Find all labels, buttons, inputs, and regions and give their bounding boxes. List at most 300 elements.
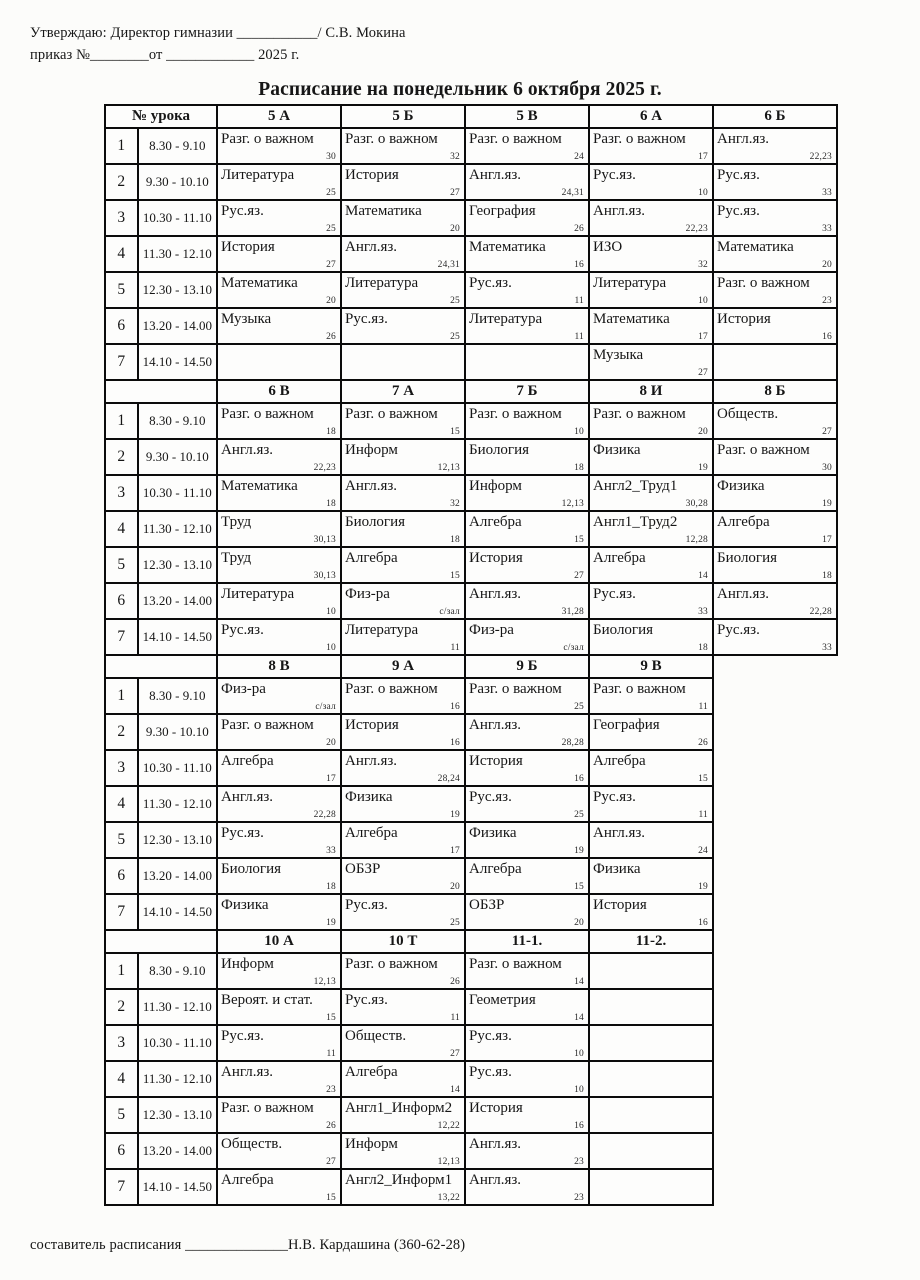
lesson-cell bbox=[589, 953, 713, 989]
lesson-number: 6 bbox=[105, 308, 138, 344]
room-number: с/зал bbox=[439, 607, 460, 617]
subject-name: Физ-ра bbox=[345, 586, 390, 602]
lesson-cell bbox=[465, 308, 589, 344]
lesson-header-label: № урока bbox=[105, 105, 217, 128]
lesson-number: 4 bbox=[105, 236, 138, 272]
lesson-cell bbox=[465, 547, 589, 583]
class-header: 8 В bbox=[217, 655, 341, 678]
room-number: 22,23 bbox=[685, 224, 708, 234]
subject-name: Литература bbox=[221, 586, 295, 602]
room-number: 25 bbox=[450, 296, 460, 306]
lesson-cell bbox=[217, 894, 341, 930]
lesson-number: 4 bbox=[105, 1061, 138, 1097]
room-number: 19 bbox=[326, 918, 336, 928]
subject-name: Англ1_Труд2 bbox=[593, 514, 678, 530]
lesson-number: 1 bbox=[105, 953, 138, 989]
lesson-cell bbox=[341, 511, 465, 547]
subject-name: Физ-ра bbox=[469, 622, 514, 638]
lesson-cell bbox=[217, 714, 341, 750]
subject-name: Англ.яз. bbox=[469, 586, 522, 602]
lesson-cell bbox=[465, 786, 589, 822]
lesson-number: 5 bbox=[105, 1097, 138, 1133]
lesson-time: 8.30 - 9.10 bbox=[138, 403, 217, 439]
table-row bbox=[105, 858, 713, 894]
room-number: 20 bbox=[326, 738, 336, 748]
room-number: 26 bbox=[698, 738, 708, 748]
lesson-cell bbox=[589, 750, 713, 786]
lesson-cell bbox=[217, 511, 341, 547]
subject-name: Разг. о важном bbox=[345, 131, 438, 147]
room-number: 10 bbox=[698, 296, 708, 306]
lesson-cell bbox=[713, 164, 837, 200]
room-number: 12,13 bbox=[561, 499, 584, 509]
lesson-cell bbox=[341, 583, 465, 619]
lesson-cell bbox=[465, 1097, 589, 1133]
subject-name: Разг. о важном bbox=[345, 681, 438, 697]
table-row bbox=[105, 1061, 713, 1097]
subject-name: Англ.яз. bbox=[717, 586, 770, 602]
subject-name: Рус.яз. bbox=[221, 825, 264, 841]
room-number: 27 bbox=[698, 368, 708, 378]
lesson-cell bbox=[589, 200, 713, 236]
lesson-cell bbox=[217, 344, 341, 380]
room-number: 23 bbox=[574, 1193, 584, 1203]
subject-name: Разг. о важном bbox=[469, 406, 562, 422]
lesson-cell bbox=[589, 164, 713, 200]
lesson-time: 13.20 - 14.00 bbox=[138, 858, 217, 894]
subject-name: Физика bbox=[593, 861, 641, 877]
lesson-cell bbox=[341, 200, 465, 236]
room-number: 25 bbox=[450, 918, 460, 928]
subject-name: Математика bbox=[469, 239, 546, 255]
schedule-block-3 bbox=[104, 654, 714, 931]
room-number: 19 bbox=[822, 499, 832, 509]
class-header: 10 Т bbox=[341, 930, 465, 953]
lesson-cell bbox=[589, 403, 713, 439]
subject-name: Алгебра bbox=[221, 1172, 274, 1188]
subject-name: География bbox=[593, 717, 660, 733]
room-number: 20 bbox=[450, 882, 460, 892]
lesson-time: 10.30 - 11.10 bbox=[138, 200, 217, 236]
subject-name: Физ-ра bbox=[221, 681, 266, 697]
lesson-cell bbox=[341, 678, 465, 714]
subject-name: Биология bbox=[593, 622, 654, 638]
subject-name: Математика bbox=[593, 311, 670, 327]
table-row bbox=[105, 583, 837, 619]
schedule-block-1 bbox=[104, 104, 838, 381]
schedule-block-4 bbox=[104, 929, 714, 1206]
room-number: 25 bbox=[450, 332, 460, 342]
room-number: 15 bbox=[574, 535, 584, 545]
room-number: 17 bbox=[698, 332, 708, 342]
lesson-cell bbox=[465, 989, 589, 1025]
room-number: 12,13 bbox=[437, 1157, 460, 1167]
lesson-cell bbox=[713, 475, 837, 511]
lesson-cell bbox=[341, 475, 465, 511]
room-number: 24 bbox=[574, 152, 584, 162]
room-number: 20 bbox=[574, 918, 584, 928]
subject-name: Разг. о важном bbox=[469, 956, 562, 972]
subject-name: ИЗО bbox=[593, 239, 623, 255]
subject-name: Алгебра bbox=[345, 550, 398, 566]
lesson-number: 3 bbox=[105, 750, 138, 786]
lesson-cell bbox=[465, 511, 589, 547]
room-number: 28,28 bbox=[561, 738, 584, 748]
room-number: 14 bbox=[698, 571, 708, 581]
lesson-time: 12.30 - 13.10 bbox=[138, 822, 217, 858]
table-row bbox=[105, 678, 713, 714]
lesson-cell bbox=[713, 547, 837, 583]
subject-name: Вероят. и стат. bbox=[221, 992, 313, 1008]
subject-name: Литература bbox=[345, 275, 419, 291]
lesson-cell bbox=[217, 953, 341, 989]
lesson-cell bbox=[465, 128, 589, 164]
room-number: 26 bbox=[326, 332, 336, 342]
lesson-number: 1 bbox=[105, 678, 138, 714]
subject-name: Англ2_Труд1 bbox=[593, 478, 678, 494]
subject-name: Разг. о важном bbox=[469, 681, 562, 697]
lesson-cell bbox=[341, 403, 465, 439]
lesson-cell bbox=[589, 583, 713, 619]
class-header: 6 А bbox=[589, 105, 713, 128]
subject-name: Англ.яз. bbox=[345, 239, 398, 255]
room-number: 16 bbox=[822, 332, 832, 342]
room-number: 33 bbox=[822, 224, 832, 234]
subject-name: Алгебра bbox=[469, 861, 522, 877]
room-number: 23 bbox=[574, 1157, 584, 1167]
room-number: 12,13 bbox=[313, 977, 336, 987]
subject-name: Биология bbox=[717, 550, 778, 566]
lesson-number: 6 bbox=[105, 858, 138, 894]
room-number: 11 bbox=[574, 296, 584, 306]
lesson-cell bbox=[217, 439, 341, 475]
subject-name: Физика bbox=[221, 897, 269, 913]
room-number: 26 bbox=[574, 224, 584, 234]
subject-name: Разг. о важном bbox=[593, 131, 686, 147]
subject-name: История bbox=[469, 753, 523, 769]
class-header: 9 А bbox=[341, 655, 465, 678]
lesson-number: 7 bbox=[105, 894, 138, 930]
room-number: 33 bbox=[822, 188, 832, 198]
subject-name: Алгебра bbox=[221, 753, 274, 769]
room-number: 25 bbox=[574, 810, 584, 820]
lesson-cell bbox=[713, 308, 837, 344]
lesson-cell bbox=[341, 128, 465, 164]
room-number: 15 bbox=[698, 774, 708, 784]
room-number: 10 bbox=[574, 1085, 584, 1095]
lesson-cell bbox=[217, 403, 341, 439]
subject-name: Рус.яз. bbox=[345, 897, 388, 913]
room-number: 25 bbox=[326, 224, 336, 234]
lesson-cell bbox=[589, 344, 713, 380]
subject-name: Англ1_Информ2 bbox=[345, 1100, 453, 1116]
subject-name: Информ bbox=[345, 442, 398, 458]
room-number: 23 bbox=[326, 1085, 336, 1095]
lesson-cell bbox=[713, 403, 837, 439]
subject-name: Разг. о важном bbox=[593, 406, 686, 422]
lesson-cell bbox=[341, 894, 465, 930]
subject-name: Разг. о важном bbox=[593, 681, 686, 697]
class-header: 5 Б bbox=[341, 105, 465, 128]
subject-name: Англ.яз. bbox=[469, 167, 522, 183]
subject-name: Обществ. bbox=[221, 1136, 283, 1152]
lesson-time: 10.30 - 11.10 bbox=[138, 1025, 217, 1061]
table-row bbox=[105, 236, 837, 272]
lesson-cell bbox=[589, 439, 713, 475]
lesson-cell bbox=[217, 200, 341, 236]
lesson-number: 3 bbox=[105, 475, 138, 511]
subject-name: История bbox=[469, 550, 523, 566]
lesson-cell bbox=[341, 236, 465, 272]
subject-name: Рус.яз. bbox=[717, 622, 760, 638]
subject-name: Математика bbox=[345, 203, 422, 219]
lesson-cell bbox=[465, 750, 589, 786]
subject-name: Разг. о важном bbox=[345, 406, 438, 422]
lesson-cell bbox=[341, 1061, 465, 1097]
lesson-time: 14.10 - 14.50 bbox=[138, 619, 217, 655]
room-number: 11 bbox=[450, 643, 460, 653]
lesson-cell bbox=[341, 272, 465, 308]
room-number: 22,23 bbox=[809, 152, 832, 162]
lesson-cell bbox=[217, 583, 341, 619]
lesson-cell bbox=[217, 475, 341, 511]
lesson-cell bbox=[589, 308, 713, 344]
lesson-time: 11.30 - 12.10 bbox=[138, 989, 217, 1025]
room-number: 15 bbox=[574, 882, 584, 892]
lesson-cell bbox=[465, 822, 589, 858]
subject-name: Рус.яз. bbox=[593, 789, 636, 805]
subject-name: Биология bbox=[345, 514, 406, 530]
lesson-cell bbox=[589, 1061, 713, 1097]
room-number: 24 bbox=[698, 846, 708, 856]
lesson-time: 13.20 - 14.00 bbox=[138, 583, 217, 619]
subject-name: История bbox=[469, 1100, 523, 1116]
room-number: 18 bbox=[574, 463, 584, 473]
lesson-cell bbox=[465, 953, 589, 989]
room-number: 14 bbox=[574, 1013, 584, 1023]
room-number: 33 bbox=[698, 607, 708, 617]
room-number: 17 bbox=[698, 152, 708, 162]
subject-name: Математика bbox=[717, 239, 794, 255]
subject-name: История bbox=[717, 311, 771, 327]
lesson-number: 7 bbox=[105, 344, 138, 380]
subject-name: Рус.яз. bbox=[469, 1064, 512, 1080]
room-number: 26 bbox=[450, 977, 460, 987]
lesson-number: 5 bbox=[105, 272, 138, 308]
room-number: 30,28 bbox=[685, 499, 708, 509]
table-row bbox=[105, 989, 713, 1025]
lesson-number: 1 bbox=[105, 403, 138, 439]
lesson-cell bbox=[465, 1133, 589, 1169]
room-number: 15 bbox=[326, 1193, 336, 1203]
room-number: 12,28 bbox=[685, 535, 708, 545]
lesson-number: 6 bbox=[105, 1133, 138, 1169]
room-number: 19 bbox=[574, 846, 584, 856]
subject-name: Музыка bbox=[221, 311, 272, 327]
room-number: 32 bbox=[450, 152, 460, 162]
table-row bbox=[105, 439, 837, 475]
lesson-cell bbox=[217, 164, 341, 200]
lesson-cell bbox=[465, 272, 589, 308]
subject-name: Англ2_Информ1 bbox=[345, 1172, 453, 1188]
lesson-cell bbox=[341, 1097, 465, 1133]
lesson-time: 14.10 - 14.50 bbox=[138, 1169, 217, 1205]
schedule-tables bbox=[104, 104, 838, 1206]
subject-name: Физика bbox=[593, 442, 641, 458]
room-number: 16 bbox=[698, 918, 708, 928]
lesson-cell bbox=[341, 619, 465, 655]
lesson-cell bbox=[217, 236, 341, 272]
room-number: с/зал bbox=[563, 643, 584, 653]
lesson-time: 13.20 - 14.00 bbox=[138, 1133, 217, 1169]
room-number: 18 bbox=[822, 571, 832, 581]
room-number: 27 bbox=[326, 260, 336, 270]
class-header: 8 И bbox=[589, 380, 713, 403]
room-number: 11 bbox=[698, 810, 708, 820]
lesson-time: 14.10 - 14.50 bbox=[138, 344, 217, 380]
table-row bbox=[105, 714, 713, 750]
room-number: 20 bbox=[698, 427, 708, 437]
lesson-time: 12.30 - 13.10 bbox=[138, 272, 217, 308]
room-number: 33 bbox=[326, 846, 336, 856]
class-header: 10 А bbox=[217, 930, 341, 953]
room-number: 25 bbox=[574, 702, 584, 712]
subject-name: Обществ. bbox=[717, 406, 779, 422]
room-number: 27 bbox=[450, 1049, 460, 1059]
room-number: 11 bbox=[450, 1013, 460, 1023]
subject-name: Литература bbox=[221, 167, 295, 183]
footer-note: составитель расписания ______________Н.В. Кардашина (360-62-28) bbox=[30, 1237, 466, 1253]
class-header: 7 Б bbox=[465, 380, 589, 403]
room-number: 13,22 bbox=[437, 1193, 460, 1203]
subject-name: Рус.яз. bbox=[593, 586, 636, 602]
subject-name: Рус.яз. bbox=[469, 275, 512, 291]
lesson-time: 12.30 - 13.10 bbox=[138, 1097, 217, 1133]
subject-name: Разг. о важном bbox=[345, 956, 438, 972]
room-number: 18 bbox=[698, 643, 708, 653]
room-number: 28,24 bbox=[437, 774, 460, 784]
room-number: 27 bbox=[822, 427, 832, 437]
lesson-number: 2 bbox=[105, 989, 138, 1025]
room-number: 32 bbox=[698, 260, 708, 270]
class-header: 5 В bbox=[465, 105, 589, 128]
room-number: 18 bbox=[326, 882, 336, 892]
room-number: 16 bbox=[574, 774, 584, 784]
room-number: 16 bbox=[574, 1121, 584, 1131]
room-number: 25 bbox=[326, 188, 336, 198]
lesson-time: 13.20 - 14.00 bbox=[138, 308, 217, 344]
table-row bbox=[105, 786, 713, 822]
lesson-cell bbox=[217, 1169, 341, 1205]
subject-name: Информ bbox=[221, 956, 274, 972]
lesson-cell bbox=[465, 200, 589, 236]
lesson-cell bbox=[465, 236, 589, 272]
table-row bbox=[105, 200, 837, 236]
lesson-number: 1 bbox=[105, 128, 138, 164]
lesson-time: 12.30 - 13.10 bbox=[138, 547, 217, 583]
room-number: 24,31 bbox=[561, 188, 584, 198]
subject-name: Рус.яз. bbox=[717, 167, 760, 183]
lesson-cell bbox=[465, 475, 589, 511]
class-header: 9 В bbox=[589, 655, 713, 678]
subject-name: Алгебра bbox=[345, 825, 398, 841]
table-row bbox=[105, 1097, 713, 1133]
lesson-cell bbox=[341, 308, 465, 344]
lesson-cell bbox=[465, 583, 589, 619]
subject-name: История bbox=[221, 239, 275, 255]
lesson-cell bbox=[589, 858, 713, 894]
subject-name: Разг. о важном bbox=[469, 131, 562, 147]
subject-name: Англ.яз. bbox=[593, 825, 646, 841]
room-number: 12,13 bbox=[437, 463, 460, 473]
approval-line-2: приказ №________от ____________ 2025 г. bbox=[30, 47, 300, 64]
room-number: 10 bbox=[574, 427, 584, 437]
table-row bbox=[105, 750, 713, 786]
lesson-time: 11.30 - 12.10 bbox=[138, 786, 217, 822]
room-number: 14 bbox=[574, 977, 584, 987]
lesson-cell bbox=[217, 272, 341, 308]
lesson-cell bbox=[217, 619, 341, 655]
lesson-cell bbox=[217, 1025, 341, 1061]
lesson-cell bbox=[217, 308, 341, 344]
room-number: 30,13 bbox=[313, 571, 336, 581]
lesson-cell bbox=[217, 128, 341, 164]
table-row bbox=[105, 1025, 713, 1061]
approval-line-1: Утверждаю: Директор гимназии ___________/ С.В. Мокина bbox=[30, 25, 406, 41]
lesson-cell bbox=[217, 989, 341, 1025]
lesson-cell bbox=[589, 272, 713, 308]
lesson-cell bbox=[589, 989, 713, 1025]
lesson-cell bbox=[217, 822, 341, 858]
room-number: 33 bbox=[822, 643, 832, 653]
subject-name: История bbox=[345, 167, 399, 183]
subject-name: История bbox=[345, 717, 399, 733]
lesson-cell bbox=[465, 1061, 589, 1097]
lesson-cell bbox=[589, 547, 713, 583]
lesson-cell bbox=[465, 894, 589, 930]
lesson-cell bbox=[589, 678, 713, 714]
lesson-time: 14.10 - 14.50 bbox=[138, 894, 217, 930]
room-number: 27 bbox=[326, 1157, 336, 1167]
lesson-number: 4 bbox=[105, 511, 138, 547]
table-row bbox=[105, 547, 837, 583]
lesson-cell bbox=[713, 272, 837, 308]
lesson-time: 10.30 - 11.10 bbox=[138, 475, 217, 511]
class-header-row bbox=[105, 930, 713, 953]
room-number: 15 bbox=[450, 571, 460, 581]
room-number: 20 bbox=[326, 296, 336, 306]
subject-name: Англ.яз. bbox=[469, 1136, 522, 1152]
corner-cell bbox=[105, 655, 217, 678]
lesson-number: 2 bbox=[105, 164, 138, 200]
lesson-number: 4 bbox=[105, 786, 138, 822]
room-number: 11 bbox=[574, 332, 584, 342]
subject-name: Труд bbox=[221, 514, 252, 530]
table-row bbox=[105, 953, 713, 989]
lesson-number: 7 bbox=[105, 1169, 138, 1205]
subject-name: Геометрия bbox=[469, 992, 536, 1008]
lesson-cell bbox=[341, 989, 465, 1025]
subject-name: Англ.яз. bbox=[593, 203, 646, 219]
lesson-cell bbox=[341, 1169, 465, 1205]
lesson-number: 3 bbox=[105, 200, 138, 236]
room-number: 22,28 bbox=[313, 810, 336, 820]
lesson-number: 2 bbox=[105, 714, 138, 750]
class-header-row bbox=[105, 105, 837, 128]
subject-name: Алгебра bbox=[345, 1064, 398, 1080]
lesson-cell bbox=[713, 439, 837, 475]
lesson-cell bbox=[217, 547, 341, 583]
